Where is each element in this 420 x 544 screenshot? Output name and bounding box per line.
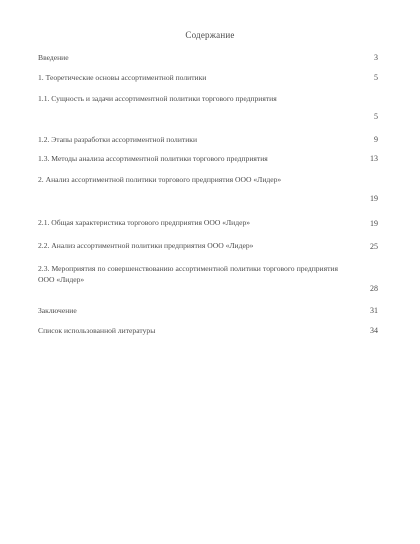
toc-entry-page: 5 <box>374 73 378 82</box>
toc-entry-page: 19 <box>370 219 378 228</box>
toc-entry-page: 34 <box>370 326 378 335</box>
toc-entry-text: Введение <box>38 53 69 62</box>
toc-entry-text: 1.1. Сущность и задачи ассортиментной политики торгового предприятия <box>38 94 277 103</box>
toc-entry-text: 1.3. Методы анализа ассортиментной политики торгового предприятия <box>38 154 268 163</box>
toc-title: Содержание <box>185 30 235 40</box>
toc-entry-text: Заключение <box>38 306 77 315</box>
toc-entry-text: 1.2. Этапы разработки ассортиментной политики <box>38 135 198 144</box>
toc-entry-page: 3 <box>374 53 378 62</box>
toc-entry-text: 2.1. Общая характеристика торгового предприятия ООО «Лидер» <box>38 218 251 227</box>
toc-entry-page: 31 <box>370 306 378 315</box>
toc-entry-text: 2. Анализ ассортиментной политики торгового предприятия ООО «Лидер» <box>38 175 282 184</box>
toc-entry-text: 2.2. Анализ ассортиментной политики предприятия ООО «Лидер» <box>38 241 254 250</box>
toc-entry-text: 1. Теоретические основы ассортиментной политики <box>38 73 207 82</box>
toc-entry-text: Список использованной литературы <box>38 326 156 335</box>
toc-entry-page: 13 <box>370 154 378 163</box>
toc-entry-page: 19 <box>370 194 378 203</box>
toc-entry-page: 25 <box>370 242 378 251</box>
toc-entry-page: 9 <box>374 135 378 144</box>
toc-entry-page: 5 <box>374 112 378 121</box>
toc-entry-text: 2.3. Мероприятия по совершенствованию ассортиментной политики торгового предприятия ООО «Лидер» <box>38 264 338 284</box>
toc-entry-page: 28 <box>370 284 378 293</box>
